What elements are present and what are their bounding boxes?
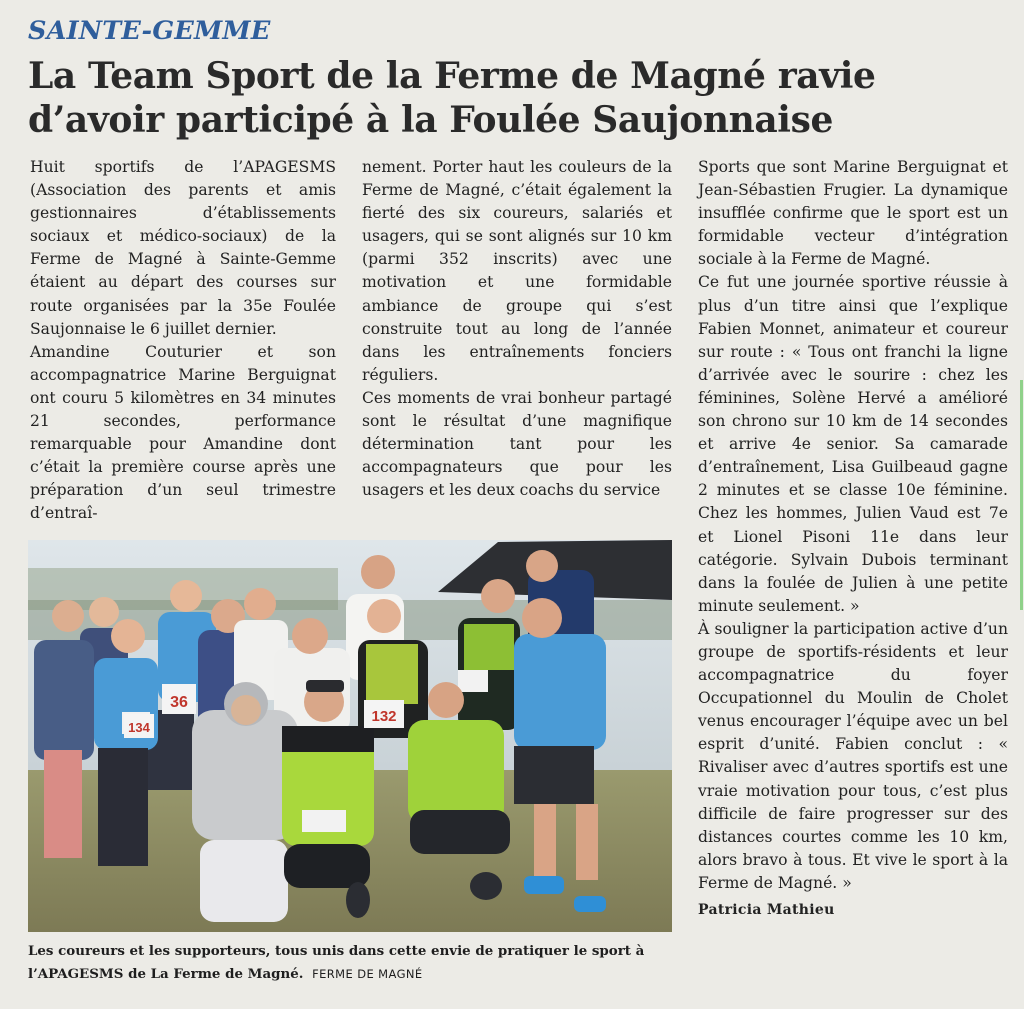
- bib-number: 36: [170, 694, 188, 711]
- paragraph-bonheur: Ces moments de vrai bonheur partagé sont le résultat d’une magnifique détermination tant pour les accompagnateurs que pour les usagers et les deux coachs du service: [362, 388, 672, 500]
- paragraph-results: Ce fut une journée sportive réussie à plus d’un titre ainsi que l’explique Fabien Monnet, animateur et coureur sur route : « Tous ont franchi la ligne d’arrivée avec le sourire : chez les féminines, Solène Hervé a amélioré son chrono sur 10 km de 14 secondes et arrive 4e senior. Sa camarade d’entraînement, Lisa Guilbeaud gagne 2 minutes et se classe 10e féminine. Chez les hommes, Julien Vaud est 7e et Lionel Pisoni 11e dans leur catégorie. Sylvain Dubois terminant dans la foulée de Julien à une petite minute seulement. »: [698, 273, 1008, 615]
- race-bib: [162, 684, 196, 714]
- photo-credit: FERME DE MAGNÉ: [312, 967, 423, 981]
- column-3: [698, 156, 1008, 922]
- race-bib: [124, 714, 154, 738]
- headline-line-2: d’avoir participé à la Foulée Saujonnaise: [28, 99, 833, 141]
- column-1: [30, 156, 336, 526]
- caption-text: Les coureurs et les supporteurs, tous unis dans cette envie de pratiquer le sport à l’APAGESMS de La Ferme de Magné.: [28, 943, 645, 982]
- photo-caption: [28, 940, 668, 986]
- headline: [28, 54, 988, 142]
- group-photo-illustration: [28, 540, 672, 932]
- column-2: [362, 156, 672, 502]
- group-photo: [28, 540, 672, 932]
- race-bib: [364, 700, 404, 728]
- headline-line-1: La Team Sport de la Ferme de Magné ravie: [28, 55, 876, 97]
- paragraph-coachs: Sports que sont Marine Berguignat et Jean-Sébastien Frugier. La dynamique insufflée confirme que le sport est un formidable vecteur d’intégration sociale à la Ferme de Magné.: [698, 158, 1008, 269]
- paragraph-amandine: Amandine Couturier et son accompagnatrice Marine Berguignat ont couru 5 kilomètres en 34 minutes 21 secondes, performance remarquable pour Amandine dont c’était la première course après une préparation d’un seul trimestre d’entraî-: [30, 342, 336, 523]
- author-signature: Patricia Mathieu: [698, 902, 835, 918]
- paragraph-conclusion: À souligner la participation active d’un groupe de sportifs-résidents et leur accompagnatrice du foyer Occupationnel du Moulin de Cholet venus encourager l’équipe avec un bel esprit d’unité. Fabien conclut : « Rivaliser avec d’autres sportifs est une vraie motivation pour tous, c’est plus difficile de faire progresser sur des distances courtes comme les 10 km, alors bravo à tous. Et vive le sport à la Ferme de Magné. »: [698, 619, 1008, 892]
- paragraph-team: nement. Porter haut les couleurs de la Ferme de Magné, c’était également la fierté des six coureurs, salariés et usagers, qui se sont alignés sur 10 km (parmi 352 inscrits) avec une motivation et une formidable ambiance de groupe qui s’est construite tout au long de l’année dans les entraînements fonciers réguliers.: [362, 158, 672, 384]
- bib-number: 132: [371, 708, 397, 725]
- margin-marker: [1020, 380, 1023, 610]
- paragraph-intro: Huit sportifs de l’APAGESMS (Association des parents et amis gestionnaires d’établissements sociaux et médico-sociaux) de la Ferme de Magné à Sainte-Gemme étaient au départ des courses sur route organisées par la 35e Foulée Saujonnaise le 6 juillet dernier.: [30, 158, 336, 338]
- bib-number: 134: [128, 720, 150, 735]
- section-kicker: SAINTE-GEMME: [28, 16, 271, 45]
